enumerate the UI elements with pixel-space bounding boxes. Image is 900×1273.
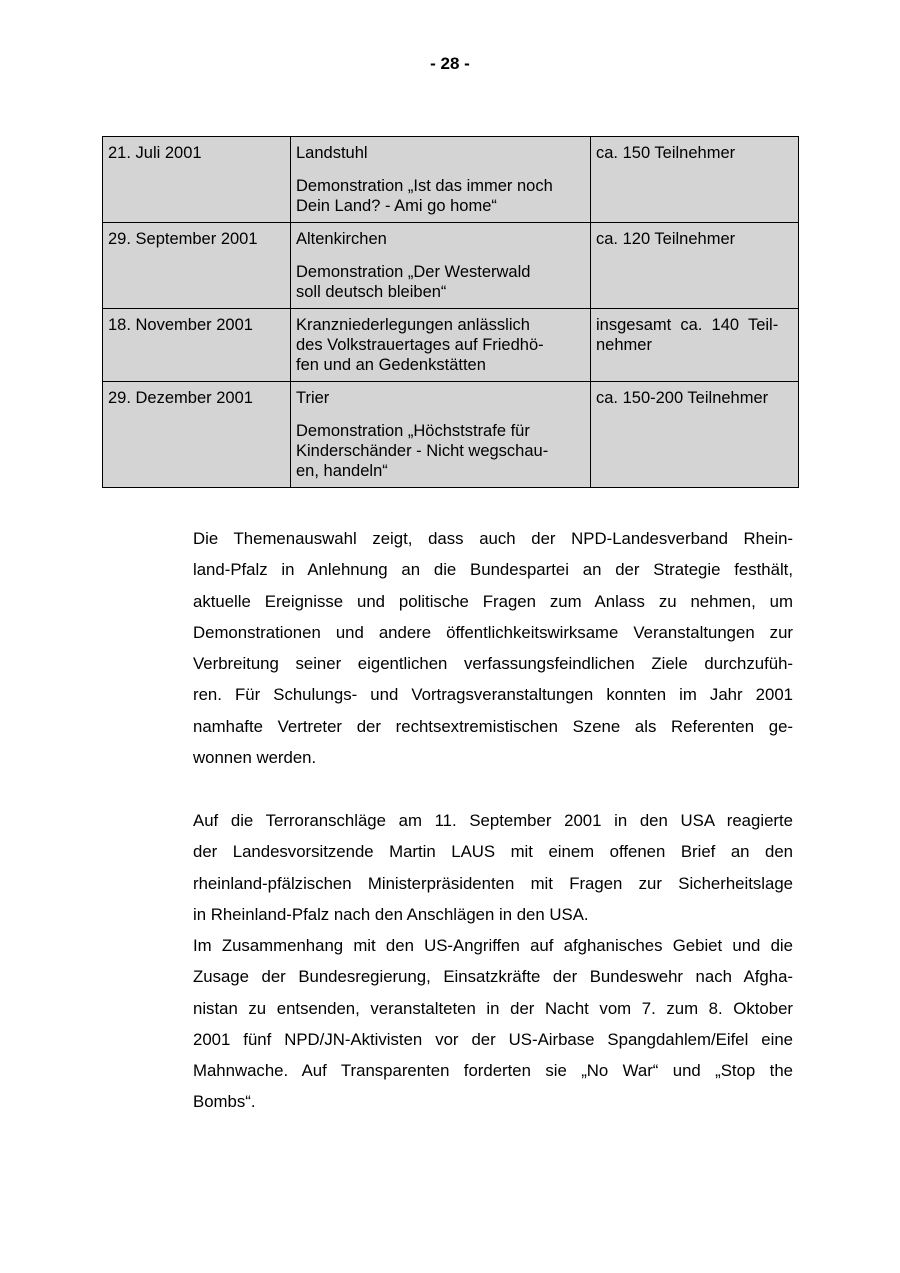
event-place: Landstuhl bbox=[296, 144, 368, 162]
paragraph-line: ren. Für Schulungs- und Vortragsveranstaltungen konnten im Jahr 2001 bbox=[193, 685, 793, 705]
event-description-line: Demonstration „Ist das immer noch bbox=[296, 177, 553, 195]
paragraph-line: nistan zu entsenden, veranstalteten in der Nacht vom 7. zum 8. Oktober bbox=[193, 998, 793, 1018]
paragraph-line: Auf die Terroranschläge am 11. September 2001 in den USA reagierte bbox=[193, 811, 793, 830]
paragraph-line: Zusage der Bundesregierung, Einsatzkräfte der Bundeswehr nach Afgha- bbox=[193, 967, 793, 987]
paragraph-line: Im Zusammenhang mit den US-Angriffen auf afghanisches Gebiet und die bbox=[193, 936, 793, 955]
paragraph-terror-attacks bbox=[193, 805, 793, 930]
event-description-line: soll deutsch bleiben“ bbox=[296, 283, 447, 301]
paragraph-line: aktuelle Ereignisse und politische Fragen zum Anlass zu nehmen, um bbox=[193, 591, 793, 611]
paragraph-line: 2001 fünf NPD/JN-Aktivisten vor der US-Airbase Spangdahlem/Eifel eine bbox=[193, 1029, 793, 1049]
paragraph-line: Die Themenauswahl zeigt, dass auch der NPD-Landesverband Rhein- bbox=[193, 529, 793, 548]
event-description-line: Kranzniederlegungen anlässlich bbox=[296, 316, 530, 334]
event-cell bbox=[291, 223, 591, 309]
event-date-cell: 29. Dezember 2001 bbox=[103, 382, 291, 488]
paragraph-line: Bombs“. bbox=[193, 1092, 256, 1112]
paragraph-line: Demonstrationen und andere öffentlichkeitswirksame Veranstaltungen zur bbox=[193, 622, 793, 642]
table-row bbox=[103, 137, 799, 223]
event-cell bbox=[291, 382, 591, 488]
paragraph-line: rheinland-pfälzischen Ministerpräsidenten mit Fragen zur Sicherheitslage bbox=[193, 873, 793, 893]
paragraph-line: Mahnwache. Auf Transparenten forderten sie „No War“ und „Stop the bbox=[193, 1061, 793, 1081]
event-description-line: Kinderschänder - Nicht wegschau- bbox=[296, 442, 549, 460]
event-description-line: Demonstration „Höchststrafe für bbox=[296, 422, 530, 440]
paragraph-line: wonnen werden. bbox=[193, 748, 317, 768]
event-participants-cell: ca. 120 Teilnehmer bbox=[591, 223, 799, 309]
event-description bbox=[296, 421, 584, 481]
paragraph-vigil bbox=[193, 930, 793, 1118]
event-description-line: fen und an Gedenkstätten bbox=[296, 356, 486, 374]
event-description-line: Dein Land? - Ami go home“ bbox=[296, 197, 497, 215]
event-participants-cell bbox=[591, 309, 799, 382]
event-cell bbox=[291, 137, 591, 223]
event-participants-line: nehmer bbox=[596, 336, 652, 354]
event-participants-cell: ca. 150 Teilnehmer bbox=[591, 137, 799, 223]
paragraph-line: land-Pfalz in Anlehnung an die Bundespartei an der Strategie festhält, bbox=[193, 560, 793, 580]
paragraph-topic-selection bbox=[193, 523, 793, 773]
event-participants-cell: ca. 150-200 Teilnehmer bbox=[591, 382, 799, 488]
event-date-cell: 21. Juli 2001 bbox=[103, 137, 291, 223]
table-row bbox=[103, 382, 799, 488]
event-place: Altenkirchen bbox=[296, 230, 387, 248]
event-description bbox=[296, 176, 584, 216]
event-description bbox=[296, 262, 584, 302]
event-participants-line: insgesamt ca. 140 Teil- bbox=[596, 316, 779, 334]
event-date-cell: 18. November 2001 bbox=[103, 309, 291, 382]
event-description-line: en, handeln“ bbox=[296, 462, 388, 480]
table-row bbox=[103, 309, 799, 382]
paragraph-line: Verbreitung seiner eigentlichen verfassungsfeindlichen Ziele durchzufüh- bbox=[193, 654, 793, 674]
event-place: Trier bbox=[296, 389, 330, 407]
table-row bbox=[103, 223, 799, 309]
event-description-line: Demonstration „Der Westerwald bbox=[296, 263, 531, 281]
paragraph-line: der Landesvorsitzende Martin LAUS mit einem offenen Brief an den bbox=[193, 842, 793, 862]
event-cell bbox=[291, 309, 591, 382]
event-date-cell: 29. September 2001 bbox=[103, 223, 291, 309]
paragraph-line: namhafte Vertreter der rechtsextremistischen Szene als Referenten ge- bbox=[193, 716, 793, 736]
paragraph-line: in Rheinland-Pfalz nach den Anschlägen in den USA. bbox=[193, 904, 589, 924]
events-table bbox=[102, 136, 799, 488]
page-number: - 28 - bbox=[430, 54, 470, 73]
event-description-line: des Volkstrauertages auf Friedhö- bbox=[296, 336, 544, 354]
